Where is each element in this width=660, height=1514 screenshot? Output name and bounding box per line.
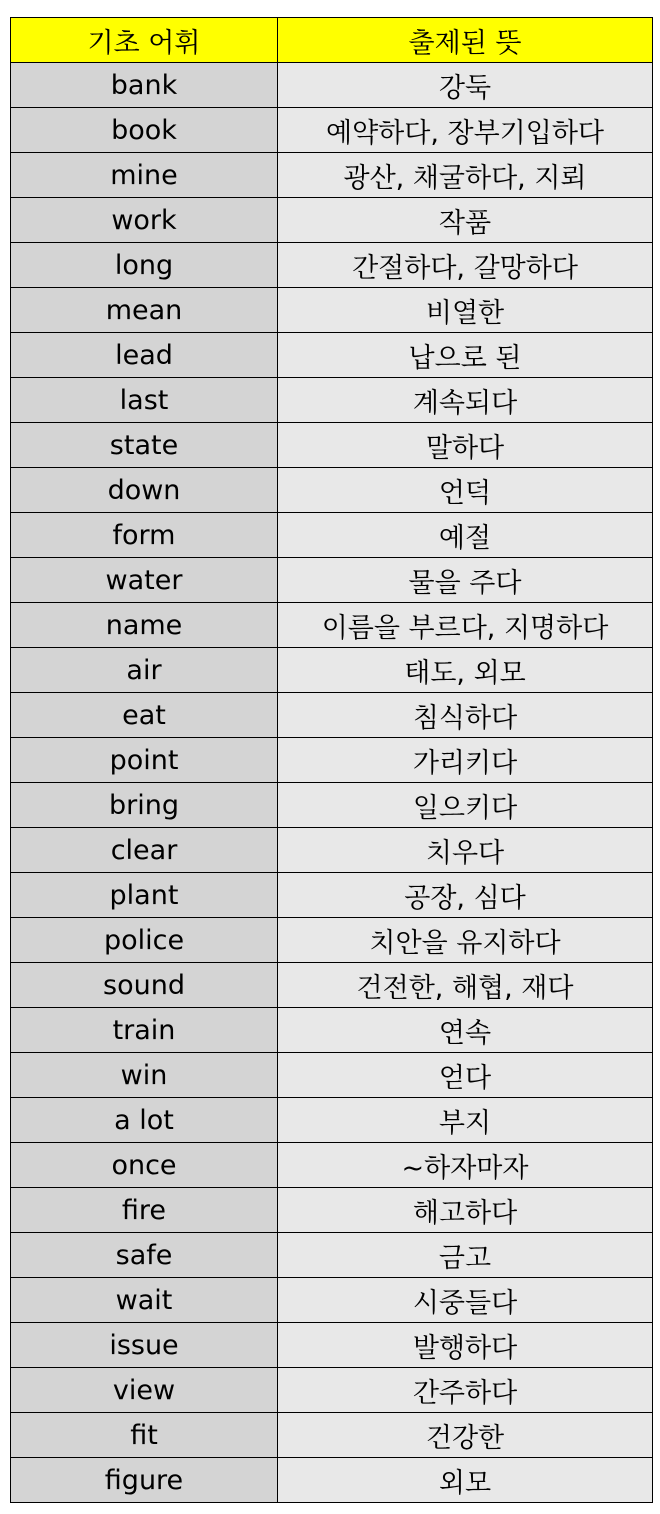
table-row (11, 108, 653, 153)
meaning-cell: 금고 (278, 1233, 653, 1278)
word-cell: safe (11, 1233, 278, 1278)
word-cell: win (11, 1053, 278, 1098)
meaning-cell: 치우다 (278, 828, 653, 873)
meaning-cell: 간절하다, 갈망하다 (278, 243, 653, 288)
table-row (11, 1233, 653, 1278)
table-row (11, 1143, 653, 1188)
word-cell: view (11, 1368, 278, 1413)
meaning-cell: 물을 주다 (278, 558, 653, 603)
header-row (11, 18, 653, 63)
table-row (11, 603, 653, 648)
table-row (11, 918, 653, 963)
word-cell: figure (11, 1458, 278, 1503)
table-row (11, 63, 653, 108)
word-cell: air (11, 648, 278, 693)
meaning-cell: 작품 (278, 198, 653, 243)
table-row (11, 1188, 653, 1233)
meaning-cell: 계속되다 (278, 378, 653, 423)
table-row (11, 378, 653, 423)
table-row (11, 513, 653, 558)
meaning-cell: 시중들다 (278, 1278, 653, 1323)
word-cell: fit (11, 1413, 278, 1458)
meaning-cell: 예약하다, 장부기입하다 (278, 108, 653, 153)
table-row (11, 423, 653, 468)
meaning-cell: ~하자마자 (278, 1143, 653, 1188)
word-cell: down (11, 468, 278, 513)
word-cell: last (11, 378, 278, 423)
word-cell: mean (11, 288, 278, 333)
meaning-cell: 강둑 (278, 63, 653, 108)
word-cell: point (11, 738, 278, 783)
word-cell: bring (11, 783, 278, 828)
table-row (11, 1413, 653, 1458)
table-row (11, 333, 653, 378)
meaning-cell: 발행하다 (278, 1323, 653, 1368)
word-cell: name (11, 603, 278, 648)
table-row (11, 153, 653, 198)
word-cell: eat (11, 693, 278, 738)
word-cell: train (11, 1008, 278, 1053)
meaning-cell: 치안을 유지하다 (278, 918, 653, 963)
meaning-cell: 공장, 심다 (278, 873, 653, 918)
meaning-cell: 건전한, 해협, 재다 (278, 963, 653, 1008)
word-cell: plant (11, 873, 278, 918)
word-cell: bank (11, 63, 278, 108)
meaning-cell: 연속 (278, 1008, 653, 1053)
meaning-cell: 해고하다 (278, 1188, 653, 1233)
word-cell: state (11, 423, 278, 468)
word-cell: issue (11, 1323, 278, 1368)
meaning-cell: 언덕 (278, 468, 653, 513)
table-row (11, 1008, 653, 1053)
meaning-cell: 예절 (278, 513, 653, 558)
table-row (11, 873, 653, 918)
meaning-cell: 비열한 (278, 288, 653, 333)
table-row (11, 648, 653, 693)
word-cell: wait (11, 1278, 278, 1323)
table-row (11, 1323, 653, 1368)
table-row (11, 783, 653, 828)
table-row (11, 1098, 653, 1143)
table-row (11, 828, 653, 873)
word-cell: water (11, 558, 278, 603)
table-row (11, 243, 653, 288)
table-row (11, 558, 653, 603)
word-cell: work (11, 198, 278, 243)
header-word: 기초 어휘 (11, 18, 278, 63)
word-cell: lead (11, 333, 278, 378)
word-cell: once (11, 1143, 278, 1188)
table-row (11, 1368, 653, 1413)
table-row (11, 1053, 653, 1098)
table-row (11, 1278, 653, 1323)
meaning-cell: 광산, 채굴하다, 지뢰 (278, 153, 653, 198)
table-row (11, 198, 653, 243)
meaning-cell: 침식하다 (278, 693, 653, 738)
table-row (11, 468, 653, 513)
vocabulary-table (10, 17, 653, 1503)
header-meaning: 출제된 뜻 (278, 18, 653, 63)
table-row (11, 738, 653, 783)
word-cell: mine (11, 153, 278, 198)
meaning-cell: 간주하다 (278, 1368, 653, 1413)
meaning-cell: 부지 (278, 1098, 653, 1143)
meaning-cell: 외모 (278, 1458, 653, 1503)
meaning-cell: 태도, 외모 (278, 648, 653, 693)
word-cell: book (11, 108, 278, 153)
meaning-cell: 이름을 부르다, 지명하다 (278, 603, 653, 648)
meaning-cell: 일으키다 (278, 783, 653, 828)
meaning-cell: 가리키다 (278, 738, 653, 783)
word-cell: fire (11, 1188, 278, 1233)
word-cell: form (11, 513, 278, 558)
table-row (11, 1458, 653, 1503)
table-row (11, 963, 653, 1008)
word-cell: sound (11, 963, 278, 1008)
table-body (11, 63, 653, 1503)
meaning-cell: 납으로 된 (278, 333, 653, 378)
word-cell: a lot (11, 1098, 278, 1143)
meaning-cell: 얻다 (278, 1053, 653, 1098)
meaning-cell: 건강한 (278, 1413, 653, 1458)
table-row (11, 288, 653, 333)
word-cell: long (11, 243, 278, 288)
word-cell: clear (11, 828, 278, 873)
meaning-cell: 말하다 (278, 423, 653, 468)
word-cell: police (11, 918, 278, 963)
table-row (11, 693, 653, 738)
